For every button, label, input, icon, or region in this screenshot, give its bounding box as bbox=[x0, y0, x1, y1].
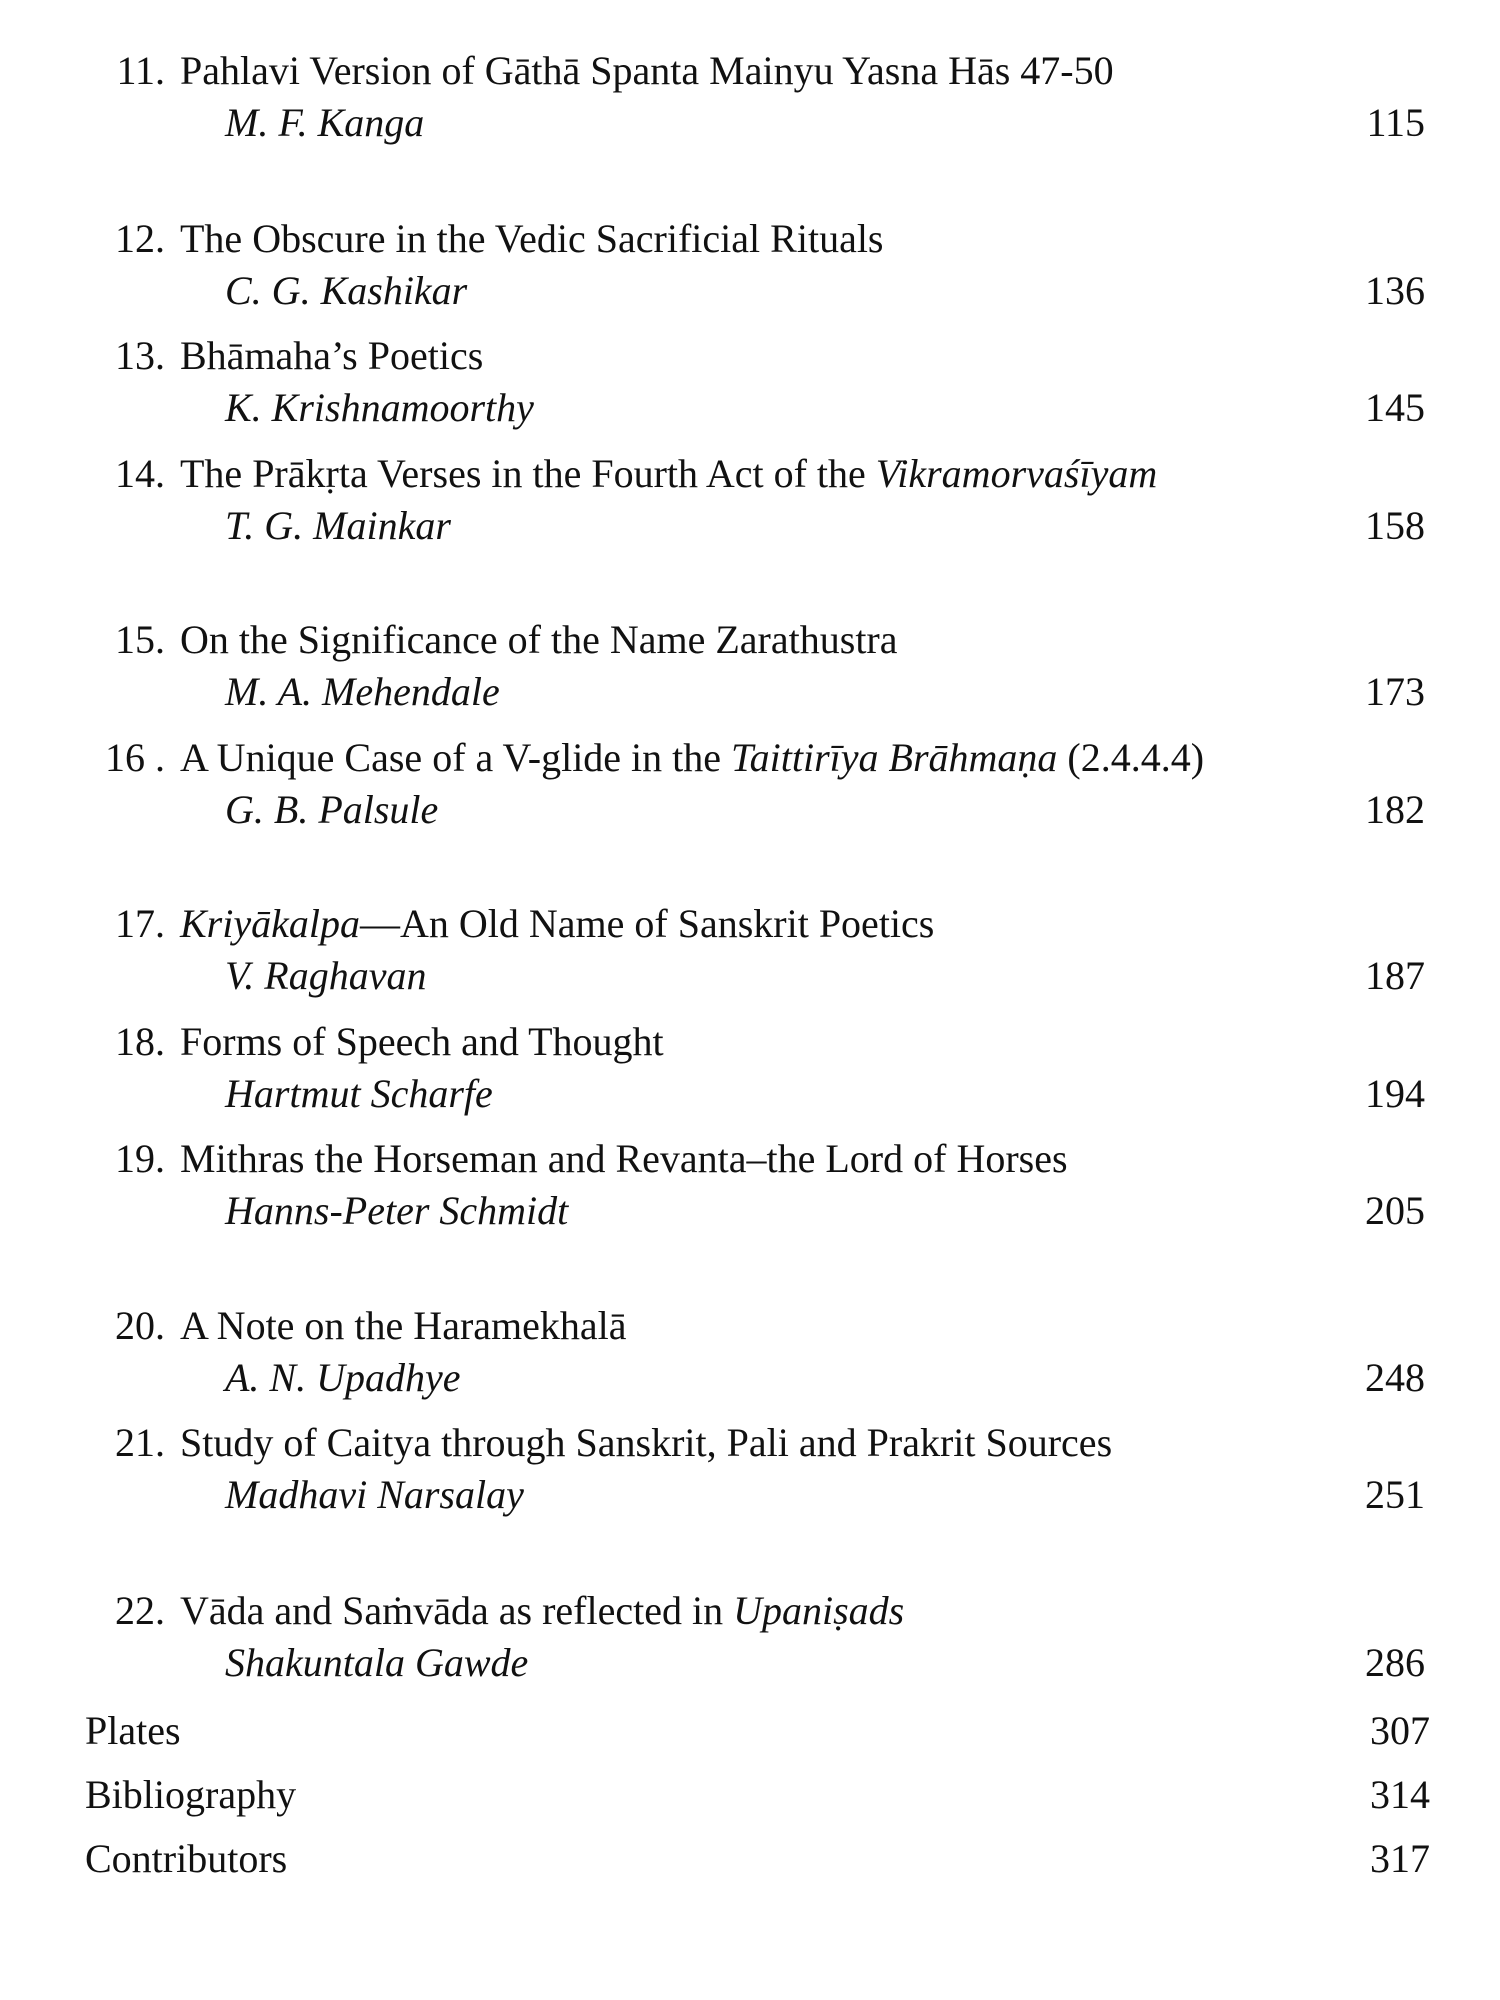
toc-entry-21[interactable] bbox=[80, 1417, 1460, 1521]
italic-title-part: Kriyākalpa bbox=[180, 901, 360, 946]
entry-number: 19. bbox=[115, 1136, 165, 1181]
entry-page-number: 158 bbox=[1365, 503, 1425, 548]
toc-entry-16[interactable] bbox=[80, 732, 1460, 836]
italic-title-part: Taittirīya Brāhmaṇa bbox=[731, 735, 1058, 780]
toc-entry-15[interactable] bbox=[80, 614, 1460, 718]
italic-title-part: Upaniṣads bbox=[733, 1588, 905, 1633]
entry-number: 13. bbox=[115, 333, 165, 378]
entry-page-number: 187 bbox=[1365, 953, 1425, 998]
toc-entry-contributors[interactable] bbox=[85, 1833, 1465, 1885]
toc-entry-19[interactable] bbox=[80, 1133, 1460, 1237]
entry-page-number: 182 bbox=[1365, 787, 1425, 832]
entry-author: M. F. Kanga bbox=[225, 100, 425, 145]
entry-title: On the Significance of the Name Zarathustra bbox=[180, 617, 898, 662]
entry-number: 18. bbox=[115, 1019, 165, 1064]
entry-number: 14. bbox=[115, 451, 165, 496]
entry-author: Hanns-Peter Schmidt bbox=[225, 1188, 569, 1233]
entry-title: A Note on the Haramekhalā bbox=[180, 1303, 627, 1348]
toc-entry-plates[interactable] bbox=[85, 1705, 1465, 1757]
entry-author: V. Raghavan bbox=[225, 953, 427, 998]
toc-entry-20[interactable] bbox=[80, 1300, 1460, 1404]
entry-page-number: 314 bbox=[1370, 1772, 1430, 1817]
toc-entry-13[interactable] bbox=[80, 330, 1460, 434]
entry-page-number: 251 bbox=[1365, 1472, 1425, 1517]
entry-title: Forms of Speech and Thought bbox=[180, 1019, 664, 1064]
entry-page-number: 317 bbox=[1370, 1836, 1430, 1881]
entry-page-number: 115 bbox=[1366, 100, 1425, 145]
entry-author: Shakuntala Gawde bbox=[225, 1640, 529, 1685]
entry-number: 20. bbox=[115, 1303, 165, 1348]
toc-entry-12[interactable] bbox=[80, 213, 1460, 317]
entry-page-number: 136 bbox=[1365, 268, 1425, 313]
entry-page-number: 194 bbox=[1365, 1071, 1425, 1116]
entry-page-number: 145 bbox=[1365, 385, 1425, 430]
entry-author: M. A. Mehendale bbox=[225, 669, 500, 714]
entry-page-number: 173 bbox=[1365, 669, 1425, 714]
entry-title: The Obscure in the Vedic Sacrificial Rituals bbox=[180, 216, 884, 261]
entry-author: K. Krishnamoorthy bbox=[225, 385, 534, 430]
back-matter-label: Contributors bbox=[85, 1836, 288, 1881]
entry-number: 12. bbox=[115, 216, 165, 261]
entry-page-number: 248 bbox=[1365, 1355, 1425, 1400]
toc-entry-17[interactable] bbox=[80, 898, 1460, 1002]
entry-page-number: 286 bbox=[1365, 1640, 1425, 1685]
entry-number: 15. bbox=[115, 617, 165, 662]
back-matter-label: Plates bbox=[85, 1708, 181, 1753]
entry-title: Kriyākalpa—An Old Name of Sanskrit Poetics bbox=[180, 901, 935, 946]
entry-number: 16 . bbox=[105, 735, 165, 780]
italic-title-part: Vikramorvaśīyam bbox=[875, 451, 1158, 496]
entry-number: 22. bbox=[115, 1588, 165, 1633]
entry-author: T. G. Mainkar bbox=[225, 503, 451, 548]
entry-author: Madhavi Narsalay bbox=[225, 1472, 524, 1517]
entry-title: Vāda and Saṁvāda as reflected in Upaniṣads bbox=[180, 1588, 905, 1633]
entry-page-number: 205 bbox=[1365, 1188, 1425, 1233]
back-matter-label: Bibliography bbox=[85, 1772, 297, 1817]
entry-title: Bhāmaha’s Poetics bbox=[180, 333, 484, 378]
entry-author: A. N. Upadhye bbox=[225, 1355, 461, 1400]
entry-title: Mithras the Horseman and Revanta–the Lord of Horses bbox=[180, 1136, 1068, 1181]
entry-number: 21. bbox=[115, 1420, 165, 1465]
entry-author: G. B. Palsule bbox=[225, 787, 439, 832]
entry-title: The Prākṛta Verses in the Fourth Act of the Vikramorvaśīyam bbox=[180, 451, 1158, 496]
toc-entry-11[interactable] bbox=[80, 45, 1460, 149]
entry-number: 11. bbox=[116, 48, 165, 93]
toc-entry-bibliography[interactable] bbox=[85, 1769, 1465, 1821]
entry-title: Study of Caitya through Sanskrit, Pali and Prakrit Sources bbox=[180, 1420, 1113, 1465]
entry-author: C. G. Kashikar bbox=[225, 268, 468, 313]
entry-page-number: 307 bbox=[1370, 1708, 1430, 1753]
entry-author: Hartmut Scharfe bbox=[225, 1071, 493, 1116]
entry-title: Pahlavi Version of Gāthā Spanta Mainyu Yasna Hās 47-50 bbox=[180, 48, 1114, 93]
toc-entry-18[interactable] bbox=[80, 1016, 1460, 1120]
toc-entry-22[interactable] bbox=[80, 1585, 1460, 1689]
entry-number: 17. bbox=[115, 901, 165, 946]
entry-title: A Unique Case of a V-glide in the Taittirīya Brāhmaṇa (2.4.4.4) bbox=[180, 735, 1205, 780]
toc-entry-14[interactable] bbox=[80, 448, 1460, 552]
